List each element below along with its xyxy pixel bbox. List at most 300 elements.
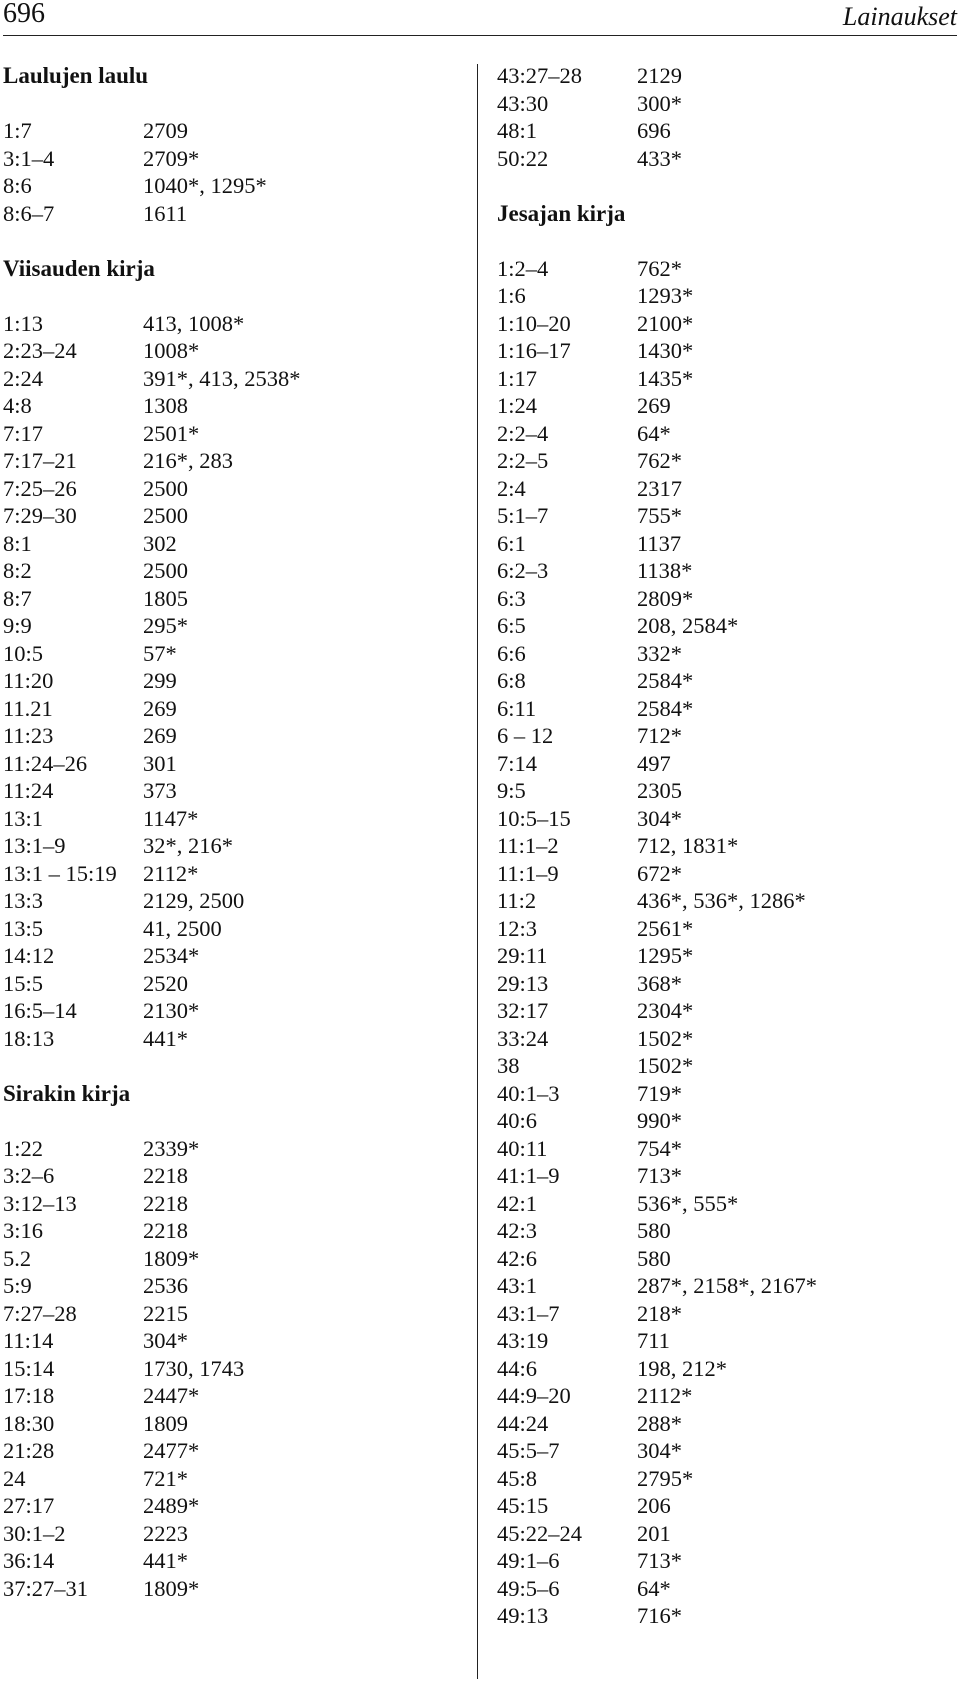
verse-reference: 3:2–6	[3, 1163, 55, 1188]
page-references: 2447*	[143, 1383, 200, 1408]
page-references: 2317	[637, 475, 682, 501]
index-entry	[497, 612, 957, 640]
verse-reference: 6 – 12	[497, 723, 554, 748]
verse-reference: 15:5	[3, 970, 44, 996]
verse-reference: 43:19	[497, 1328, 549, 1353]
page-references: 1040*, 1295*	[143, 173, 267, 198]
index-entry	[3, 860, 463, 888]
index-entry	[3, 585, 463, 613]
page-references: 990*	[637, 1108, 682, 1133]
verse-reference: 30:1–2	[3, 1520, 66, 1546]
verse-reference: 12:3	[497, 915, 538, 941]
verse-reference: 49:1–6	[497, 1548, 560, 1573]
verse-reference: 11:20	[3, 668, 54, 693]
verse-reference: 7:27–28	[3, 1300, 77, 1326]
verse-reference: 1:16–17	[497, 338, 571, 363]
verse-reference: 8:2	[3, 558, 32, 583]
page-references: 304*	[637, 805, 682, 831]
index-entry	[3, 200, 463, 228]
page-references: 1809*	[143, 1245, 200, 1271]
index-entry	[497, 475, 957, 503]
heading-spacer	[3, 1107, 463, 1135]
verse-reference: 1:24	[497, 393, 538, 418]
page-references: 441*	[143, 1025, 188, 1051]
page-references: 1809*	[143, 1575, 200, 1601]
page-references: 712, 1831*	[637, 833, 739, 858]
index-entry	[3, 1300, 463, 1328]
page-references: 1809	[143, 1410, 188, 1436]
page-references: 57*	[143, 640, 177, 666]
index-entry	[3, 915, 463, 943]
verse-reference: 16:5–14	[3, 998, 77, 1023]
verse-reference: 43:30	[497, 90, 549, 116]
index-entry	[3, 1190, 463, 1218]
verse-reference: 43:1	[497, 1273, 538, 1298]
index-entry	[497, 832, 957, 860]
verse-reference: 21:28	[3, 1438, 55, 1463]
page-references: 2536	[143, 1273, 188, 1298]
verse-reference: 3:12–13	[3, 1190, 77, 1216]
verse-reference: 8:1	[3, 530, 32, 556]
page-references: 1137	[637, 530, 682, 556]
index-entry	[3, 1245, 463, 1273]
page-references: 208, 2584*	[637, 613, 739, 638]
index-entry	[3, 1382, 463, 1410]
page-references: 754*	[637, 1135, 682, 1161]
verse-reference: 6:3	[497, 585, 526, 611]
index-entry	[3, 1437, 463, 1465]
page-references: 2561*	[637, 915, 694, 941]
index-entry	[3, 970, 463, 998]
section-heading: Jesajan kirja	[497, 200, 626, 226]
page-references: 2223	[143, 1520, 188, 1546]
verse-reference: 13:1–9	[3, 833, 66, 858]
verse-reference: 7:17–21	[3, 448, 77, 473]
page-references: 206	[637, 1493, 671, 1518]
verse-reference: 37:27–31	[3, 1575, 89, 1601]
index-entry	[3, 1162, 463, 1190]
verse-reference: 4:8	[3, 393, 32, 418]
verse-reference: 43:1–7	[497, 1300, 560, 1326]
page-references: 2584*	[637, 695, 694, 721]
page-references: 304*	[637, 1438, 682, 1463]
index-entry	[497, 1355, 957, 1383]
verse-reference: 29:11	[497, 943, 548, 968]
verse-reference: 10:5	[3, 640, 44, 666]
section-heading: Laulujen laulu	[3, 63, 149, 88]
page-references: 580	[637, 1218, 671, 1243]
running-title: Lainaukset	[842, 2, 957, 31]
index-entry	[3, 612, 463, 640]
verse-reference: 50:22	[497, 145, 549, 171]
verse-reference: 8:7	[3, 585, 32, 611]
right-column	[497, 62, 957, 1630]
verse-reference: 17:18	[3, 1383, 55, 1408]
page-references: 713*	[637, 1163, 682, 1188]
verse-reference: 7:17	[3, 420, 44, 446]
page-references: 716*	[637, 1603, 682, 1628]
verse-reference: 44:9–20	[497, 1383, 571, 1408]
index-entry	[3, 695, 463, 723]
page-references: 762*	[637, 255, 682, 281]
index-entry	[3, 530, 463, 558]
page-references: 1805	[143, 585, 188, 611]
page-references: 2795*	[637, 1465, 694, 1491]
verse-reference: 2:2–5	[497, 448, 549, 473]
page-references: 299	[143, 668, 177, 693]
page-references: 218*	[637, 1300, 682, 1326]
page-references: 497	[637, 750, 671, 776]
index-entry	[3, 1135, 463, 1163]
verse-reference: 11:1–2	[497, 833, 559, 858]
verse-reference: 10:5–15	[497, 805, 571, 831]
page-references: 1502*	[637, 1025, 694, 1051]
index-entry	[3, 1025, 463, 1053]
page-references: 696	[637, 118, 671, 143]
verse-reference: 44:6	[497, 1355, 538, 1381]
heading-spacer	[497, 227, 957, 255]
verse-reference: 11:2	[497, 888, 537, 913]
index-entry	[3, 365, 463, 393]
verse-reference: 48:1	[497, 118, 538, 143]
index-entry	[3, 145, 463, 173]
index-entry	[497, 1107, 957, 1135]
index-entry	[3, 1492, 463, 1520]
verse-reference: 3:16	[3, 1218, 44, 1243]
column-divider	[477, 64, 478, 1679]
page-references: 1730, 1743	[143, 1355, 245, 1381]
page-references: 711	[637, 1328, 670, 1353]
page-references: 391*, 413, 2538*	[143, 365, 301, 391]
index-entry	[3, 997, 463, 1025]
index-entry	[497, 365, 957, 393]
index-entry	[497, 1190, 957, 1218]
verse-reference: 44:24	[497, 1410, 549, 1436]
page-references: 216*, 283	[143, 448, 233, 473]
index-entry	[497, 1575, 957, 1603]
heading-spacer	[3, 90, 463, 118]
verse-reference: 11.21	[3, 695, 53, 721]
index-entry	[3, 475, 463, 503]
page-references: 762*	[637, 448, 682, 473]
page-references: 2489*	[143, 1493, 200, 1518]
verse-reference: 5:1–7	[497, 503, 549, 528]
verse-reference: 6:5	[497, 613, 526, 638]
index-entry	[3, 777, 463, 805]
page-references: 1295*	[637, 943, 694, 968]
verse-reference: 45:8	[497, 1465, 538, 1491]
page-references: 64*	[637, 1575, 671, 1601]
index-entry	[3, 640, 463, 668]
index-entry	[497, 640, 957, 668]
page-references: 2129	[637, 63, 682, 88]
index-entry	[497, 282, 957, 310]
index-entry	[497, 1162, 957, 1190]
page-references: 1293*	[637, 283, 694, 308]
page-references: 721*	[143, 1465, 188, 1491]
index-entry	[3, 942, 463, 970]
index-entry	[497, 1492, 957, 1520]
page-references: 2500	[143, 558, 188, 583]
page-references: 2218	[143, 1218, 188, 1243]
verse-reference: 11:14	[3, 1328, 54, 1353]
page-references: 332*	[637, 640, 682, 666]
page-references: 201	[637, 1520, 671, 1546]
index-entry	[497, 1382, 957, 1410]
index-entry	[497, 750, 957, 778]
verse-reference: 7:25–26	[3, 475, 77, 501]
page-references: 2709*	[143, 145, 200, 171]
page-references: 2100*	[637, 310, 694, 336]
index-entry	[3, 310, 463, 338]
verse-reference: 3:1–4	[3, 145, 55, 171]
page-references: 1502*	[637, 1053, 694, 1078]
page-references: 433*	[637, 145, 682, 171]
page-references: 719*	[637, 1080, 682, 1106]
index-entry	[3, 1355, 463, 1383]
verse-reference: 2:2–4	[497, 420, 549, 446]
index-entry	[497, 1465, 957, 1493]
index-entry	[3, 420, 463, 448]
section-heading: Sirakin kirja	[3, 1080, 131, 1106]
page-references: 2500	[143, 503, 188, 528]
index-entry	[497, 722, 957, 750]
verse-reference: 27:17	[3, 1493, 55, 1518]
page-references: 1147*	[143, 805, 199, 831]
verse-reference: 1:17	[497, 365, 538, 391]
page-references: 304*	[143, 1328, 188, 1353]
index-entry	[3, 750, 463, 778]
index-entry	[497, 145, 957, 173]
verse-reference: 1:7	[3, 118, 32, 143]
verse-reference: 8:6–7	[3, 200, 55, 226]
verse-reference: 13:1 – 15:19	[3, 860, 117, 886]
index-entry	[497, 117, 957, 145]
page-references: 2520	[143, 970, 188, 996]
index-entry	[497, 62, 957, 90]
index-entry	[497, 805, 957, 833]
index-entry	[497, 970, 957, 998]
page-references: 198, 212*	[637, 1355, 727, 1381]
verse-reference: 1:2–4	[497, 255, 549, 281]
verse-reference: 1:22	[3, 1135, 44, 1161]
verse-reference: 40:1–3	[497, 1080, 560, 1106]
index-entry	[497, 1300, 957, 1328]
index-entry	[3, 557, 463, 585]
index-entry	[3, 1327, 463, 1355]
verse-reference: 1:10–20	[497, 310, 571, 336]
verse-reference: 6:2–3	[497, 558, 549, 583]
index-entry	[497, 585, 957, 613]
page-references: 287*, 2158*, 2167*	[637, 1273, 817, 1298]
verse-reference: 45:5–7	[497, 1438, 560, 1463]
index-entry	[497, 310, 957, 338]
verse-reference: 32:17	[497, 998, 549, 1023]
index-entry	[3, 667, 463, 695]
index-entry	[3, 1217, 463, 1245]
page-references: 295*	[143, 613, 188, 638]
page-references: 368*	[637, 970, 682, 996]
index-entry	[497, 667, 957, 695]
verse-reference: 13:3	[3, 888, 44, 913]
verse-reference: 7:29–30	[3, 503, 77, 528]
index-entry	[3, 1410, 463, 1438]
page-references: 1611	[143, 200, 188, 226]
verse-reference: 13:5	[3, 915, 44, 941]
section-heading: Viisauden kirja	[3, 255, 155, 281]
index-entry	[3, 722, 463, 750]
verse-reference: 18:30	[3, 1410, 55, 1436]
page-references: 41, 2500	[143, 915, 222, 941]
index-entry	[497, 1052, 957, 1080]
verse-reference: 40:6	[497, 1108, 538, 1133]
index-entry	[3, 337, 463, 365]
verse-reference: 5.2	[3, 1245, 32, 1271]
section-spacer	[3, 227, 463, 255]
page-references: 2500	[143, 475, 188, 501]
verse-reference: 8:6	[3, 173, 32, 198]
index-entry	[3, 805, 463, 833]
index-entry	[497, 1272, 957, 1300]
verse-reference: 11:1–9	[497, 860, 559, 886]
page-references: 269	[637, 393, 671, 418]
verse-reference: 9:5	[497, 778, 526, 803]
index-entry	[3, 887, 463, 915]
index-entry	[497, 90, 957, 118]
verse-reference: 2:24	[3, 365, 44, 391]
index-entry	[497, 1217, 957, 1245]
index-entry	[3, 172, 463, 200]
page-references: 32*, 216*	[143, 833, 233, 858]
verse-reference: 36:14	[3, 1548, 55, 1573]
index-entry	[3, 1547, 463, 1575]
verse-reference: 49:5–6	[497, 1575, 560, 1601]
index-entry	[497, 1437, 957, 1465]
verse-reference: 43:27–28	[497, 63, 583, 88]
index-entry	[497, 695, 957, 723]
page-references: 2534*	[143, 943, 200, 968]
verse-reference: 33:24	[497, 1025, 549, 1051]
verse-reference: 18:13	[3, 1025, 55, 1051]
index-entry	[497, 887, 957, 915]
page-references: 2130*	[143, 998, 200, 1023]
page-references: 1308	[143, 393, 188, 418]
page-references: 2501*	[143, 420, 200, 446]
page-references: 301	[143, 750, 177, 776]
index-entry	[497, 530, 957, 558]
index-entry	[497, 392, 957, 420]
index-entry	[3, 502, 463, 530]
index-entry	[497, 1135, 957, 1163]
page-references: 713*	[637, 1548, 682, 1573]
index-entry	[497, 1327, 957, 1355]
index-entry	[3, 1272, 463, 1300]
page-references: 2305	[637, 778, 682, 803]
index-entry	[497, 337, 957, 365]
verse-reference: 14:12	[3, 943, 55, 968]
page-references: 288*	[637, 1410, 682, 1436]
index-entry	[497, 1080, 957, 1108]
page-references: 413, 1008*	[143, 310, 245, 336]
verse-reference: 1:6	[497, 283, 526, 308]
verse-reference: 40:11	[497, 1135, 548, 1161]
verse-reference: 45:22–24	[497, 1520, 583, 1546]
index-entry	[497, 502, 957, 530]
index-entry	[3, 447, 463, 475]
verse-reference: 11:24–26	[3, 750, 88, 776]
page-references: 269	[143, 723, 177, 748]
verse-reference: 13:1	[3, 805, 44, 831]
page-references: 2112*	[143, 860, 199, 886]
verse-reference: 6:11	[497, 695, 537, 721]
index-entry	[3, 1520, 463, 1548]
verse-reference: 2:23–24	[3, 338, 77, 363]
verse-reference: 45:15	[497, 1493, 549, 1518]
verse-reference: 42:1	[497, 1190, 538, 1216]
page-references: 2477*	[143, 1438, 200, 1463]
index-entry	[497, 942, 957, 970]
page-references: 2218	[143, 1190, 188, 1216]
index-entry	[497, 915, 957, 943]
page-number: 696	[3, 0, 45, 29]
verse-reference: 11:23	[3, 723, 54, 748]
index-entry	[497, 255, 957, 283]
verse-reference: 11:24	[3, 778, 54, 803]
verse-reference: 9:9	[3, 613, 32, 638]
verse-reference: 7:14	[497, 750, 538, 776]
page-references: 536*, 555*	[637, 1190, 739, 1216]
verse-reference: 42:3	[497, 1218, 538, 1243]
verse-reference: 49:13	[497, 1603, 549, 1628]
page-references: 300*	[637, 90, 682, 116]
index-entry	[497, 447, 957, 475]
verse-reference: 6:6	[497, 640, 526, 666]
index-entry	[497, 1410, 957, 1438]
index-entry	[497, 1245, 957, 1273]
verse-reference: 38	[497, 1053, 520, 1078]
index-entry	[497, 777, 957, 805]
page-references: 269	[143, 695, 177, 721]
page-references: 2129, 2500	[143, 888, 245, 913]
index-entry	[497, 557, 957, 585]
index-entry	[497, 420, 957, 448]
section-spacer	[3, 1052, 463, 1080]
index-entry	[3, 832, 463, 860]
page-references: 1138*	[637, 558, 693, 583]
page-references: 2215	[143, 1300, 188, 1326]
index-entry	[3, 392, 463, 420]
index-entry	[497, 1547, 957, 1575]
page-references: 441*	[143, 1548, 188, 1573]
index-entry	[3, 1465, 463, 1493]
page-references: 1435*	[637, 365, 694, 391]
heading-spacer	[3, 282, 463, 310]
section-spacer	[497, 172, 957, 200]
page-references: 302	[143, 530, 177, 556]
index-entry	[497, 1520, 957, 1548]
index-entry	[497, 1602, 957, 1630]
page-references: 1008*	[143, 338, 200, 363]
verse-reference: 5:9	[3, 1273, 32, 1298]
page-references: 64*	[637, 420, 671, 446]
page-references: 436*, 536*, 1286*	[637, 888, 806, 913]
verse-reference: 29:13	[497, 970, 549, 996]
verse-reference: 2:4	[497, 475, 526, 501]
page-references: 2112*	[637, 1383, 693, 1408]
index-entry	[3, 117, 463, 145]
page-references: 2304*	[637, 998, 694, 1023]
index-entry	[497, 997, 957, 1025]
